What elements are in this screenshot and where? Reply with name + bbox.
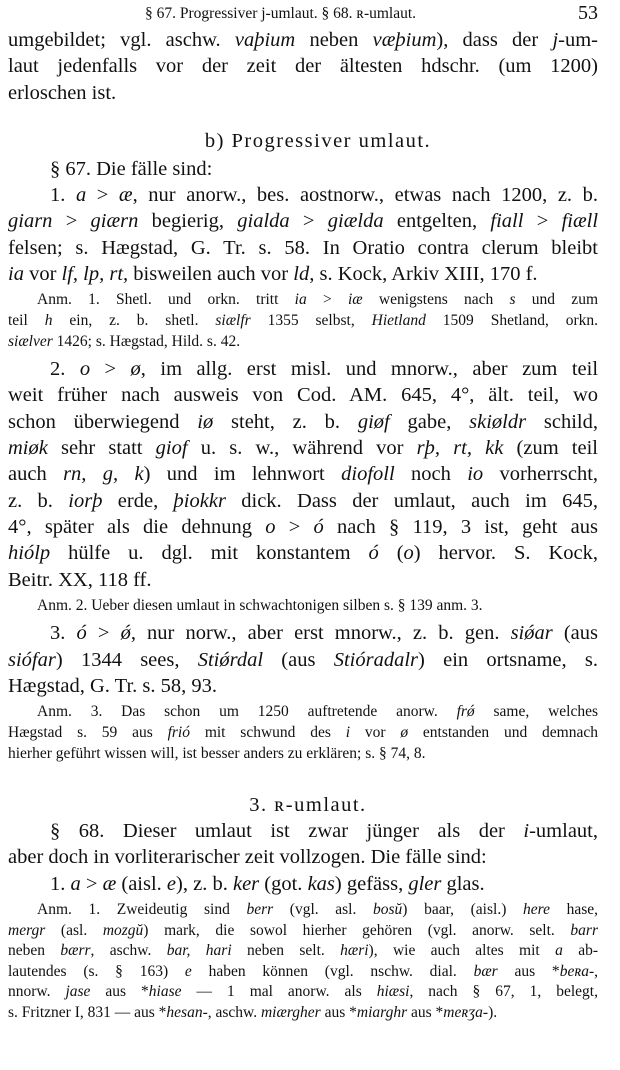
italic-text: beʀa- xyxy=(559,962,595,980)
text: hierher geführt wissen will, ist besser anders zu erklären; s. § 74, 8. xyxy=(8,744,426,762)
italic-text: i xyxy=(523,820,530,843)
text: entstanden und demnach xyxy=(408,723,598,741)
text-line xyxy=(8,921,598,942)
text: (aus xyxy=(263,648,334,671)
italic-text: here xyxy=(522,900,550,918)
italic-text: hæri xyxy=(340,942,369,960)
text-line xyxy=(8,311,598,332)
italic-text: iæ xyxy=(347,291,363,309)
italic-text: o xyxy=(265,515,276,538)
italic-text: siófar xyxy=(8,648,56,671)
italic-text: ø xyxy=(130,358,141,381)
text: ), z. b. xyxy=(176,872,233,895)
text-line xyxy=(8,261,598,287)
text: vorherrscht, xyxy=(483,463,599,486)
text: dick. Dass der umlaut, auch im 645, xyxy=(225,489,598,512)
text: mit schwund des xyxy=(190,723,346,741)
italic-text: iorþ xyxy=(68,489,103,512)
text: , xyxy=(594,962,598,980)
running-header xyxy=(8,3,598,25)
italic-text: bar, hari xyxy=(166,942,232,960)
italic-text: siǿar xyxy=(510,622,553,645)
italic-text: ó xyxy=(313,515,324,538)
text: ein, z. b. shetl. xyxy=(52,311,216,329)
text: Beitr. XX, 118 ff. xyxy=(8,568,152,591)
text: -umlaut, xyxy=(529,820,598,843)
text: > xyxy=(86,184,119,207)
text-line xyxy=(8,673,598,699)
italic-text: miarghr xyxy=(356,1003,408,1021)
text: > xyxy=(90,358,131,381)
text-line xyxy=(8,871,598,897)
text: ) 1344 sees, xyxy=(55,648,198,671)
text: § 67. Die fälle sind: xyxy=(50,157,213,180)
text: (aus xyxy=(552,622,599,645)
text: , nur norw., aber erst mnorw., z. b. gen. xyxy=(130,622,511,645)
paragraph xyxy=(8,156,598,182)
text-line xyxy=(8,596,598,617)
italic-text: ó xyxy=(76,622,87,645)
text: umgebildet; vgl. aschw. xyxy=(8,29,235,51)
annotation-paragraph xyxy=(8,702,598,764)
italic-text: hiólp xyxy=(8,542,51,565)
italic-text: ld, xyxy=(293,263,315,286)
text: 3. xyxy=(50,622,77,645)
text: ) hervor. S. Kock, xyxy=(413,542,598,565)
text: (aisl. xyxy=(116,872,167,895)
italic-text: miøk xyxy=(8,437,48,460)
italic-text: þiokkr xyxy=(173,489,226,512)
text: (got. xyxy=(259,872,308,895)
text: vor xyxy=(23,263,62,286)
italic-text: ǿ xyxy=(120,622,131,645)
text: aus * xyxy=(497,962,560,980)
text: Anm. 2. Ueber diesen umlaut in schwachtonigen silben s. § 139 anm. 3. xyxy=(37,596,483,614)
paragraph xyxy=(8,871,598,897)
italic-text: mergr xyxy=(8,921,46,939)
text: neben xyxy=(8,942,61,960)
text: (vgl. asl. xyxy=(273,900,373,918)
italic-text: hesan- xyxy=(166,1003,208,1021)
text-line xyxy=(8,332,598,353)
paragraph xyxy=(8,182,598,287)
text: — 1 mal anorw. als xyxy=(181,983,377,1001)
italic-text: giarn xyxy=(8,210,53,233)
italic-text: Stiǿrdal xyxy=(197,648,264,671)
text: aus * xyxy=(320,1003,357,1021)
text: noch xyxy=(394,463,468,486)
text: schild, xyxy=(526,410,598,433)
italic-text: jase xyxy=(65,983,91,1001)
italic-text: ø xyxy=(400,723,409,741)
text: Hægstad s. 59 aus xyxy=(8,723,168,741)
italic-text: iø xyxy=(197,410,214,433)
italic-text: fiall xyxy=(490,210,524,233)
annotation-paragraph xyxy=(8,596,598,617)
italic-text: Hietland xyxy=(371,311,426,329)
page-body xyxy=(8,27,598,1028)
text-line xyxy=(8,53,598,79)
text: (asl. xyxy=(45,921,103,939)
italic-text: meʀʒa- xyxy=(443,1003,489,1021)
italic-text: giærn xyxy=(90,210,139,233)
text: , aschw. xyxy=(207,1003,261,1021)
text: erde, xyxy=(102,489,174,512)
italic-text: hiæsi xyxy=(376,983,410,1001)
text: aber doch in vorliterarischer zeit vollzogen. Die fälle sind: xyxy=(8,846,487,869)
italic-text: kas xyxy=(307,872,335,895)
text-line xyxy=(8,182,598,208)
text-line xyxy=(8,941,598,962)
italic-text: rþ, rt, kk xyxy=(416,437,504,460)
text: ) gefäss, xyxy=(334,872,409,895)
text: Anm. 1. Zweideutig sind xyxy=(37,900,247,918)
italic-text: frǿ xyxy=(456,703,475,721)
text: same, welches xyxy=(474,703,598,721)
text: (zum teil xyxy=(503,437,598,460)
italic-text: a xyxy=(75,184,87,207)
italic-text: a xyxy=(70,872,81,895)
text: Anm. 3. Das schon um 1250 auftretende anorw. xyxy=(37,703,457,721)
text: ( xyxy=(378,542,404,565)
text: Anm. 1. Shetl. und orkn. tritt xyxy=(37,291,295,309)
text: hülfe u. dgl. mit konstantem xyxy=(50,542,369,565)
text: Hægstad, G. Tr. s. 58, 93. xyxy=(8,675,218,698)
text: > xyxy=(80,872,103,895)
italic-text: o xyxy=(403,542,414,565)
page-number: 53 xyxy=(578,2,598,24)
italic-text: væþium xyxy=(372,29,437,51)
italic-text: hiase xyxy=(148,983,182,1001)
italic-text: ker xyxy=(232,872,260,895)
text: 1. xyxy=(50,184,76,207)
text: z. b. xyxy=(8,489,69,512)
italic-text: Stióradalr xyxy=(333,648,419,671)
text-line xyxy=(8,962,598,983)
text-line xyxy=(8,567,598,593)
italic-text: frió xyxy=(167,723,190,741)
text: nnorw. xyxy=(8,983,66,1001)
italic-text: æ xyxy=(102,872,117,895)
italic-text: diofoll xyxy=(341,463,395,486)
paragraph xyxy=(8,356,598,593)
italic-text: berr xyxy=(246,900,274,918)
text: , nach § 67, 1, belegt, xyxy=(409,983,598,1001)
text: ). xyxy=(488,1003,498,1021)
italic-text: giælda xyxy=(327,210,384,233)
italic-text: h xyxy=(44,311,53,329)
text: > xyxy=(52,210,91,233)
text: u. s. w., während vor xyxy=(187,437,417,460)
text: laut jedenfalls vor der zeit der ältesten hdschr. (um 1200) xyxy=(8,55,598,78)
text: erloschen ist. xyxy=(8,81,117,104)
text: vor xyxy=(350,723,401,741)
text-line xyxy=(8,80,598,106)
italic-text: gialda xyxy=(237,210,290,233)
text: > xyxy=(523,210,562,233)
text: aus * xyxy=(407,1003,444,1021)
italic-text: a xyxy=(555,942,563,960)
text: ) mark, die sowol hierher gehören (vgl. anorw. selt. xyxy=(143,921,571,939)
text-line xyxy=(8,620,598,646)
text: 1426; s. Hægstad, Hild. s. 42. xyxy=(52,332,241,350)
italic-text: ó xyxy=(368,542,379,565)
text: auch xyxy=(8,463,64,486)
italic-text: e xyxy=(166,872,177,895)
italic-text: mozgŭ xyxy=(102,921,144,939)
text: nach § 119, 3 ist, geht aus xyxy=(323,515,599,538)
text: 1509 Shetland, orkn. xyxy=(425,311,599,329)
text: 2. xyxy=(50,358,80,381)
paragraph xyxy=(8,620,598,699)
text: s. Fritzner I, 831 — aus * xyxy=(8,1003,167,1021)
text-line xyxy=(8,844,598,870)
text: wenigstens nach xyxy=(362,291,510,309)
italic-text: barr xyxy=(570,921,598,939)
text: , nur anorw., bes. aostnorw., etwas nach 1200, z. b. xyxy=(132,184,598,207)
annotation-paragraph xyxy=(8,290,598,352)
text-line xyxy=(8,382,598,408)
italic-text: bærr xyxy=(60,942,91,960)
text: ) ein ortsname, s. xyxy=(418,648,599,671)
italic-text: fiæll xyxy=(561,210,599,233)
text: und zum xyxy=(515,291,598,309)
italic-text: ia xyxy=(8,263,24,286)
paragraph xyxy=(8,818,598,871)
text: haben können (vgl. nschw. dial. xyxy=(191,962,474,980)
italic-text: giøf xyxy=(357,410,390,433)
text: ), dass der xyxy=(436,29,553,51)
text-line xyxy=(8,723,598,744)
text-line xyxy=(8,409,598,435)
text-line xyxy=(8,818,598,844)
text: s. Kock, Arkiv XIII, 170 f. xyxy=(314,263,538,286)
text: > xyxy=(289,210,328,233)
text: ), wie auch altes mit xyxy=(368,942,556,960)
italic-text: ia xyxy=(294,291,307,309)
text: § 68. Dieser umlaut ist zwar jünger als der xyxy=(50,820,524,843)
text: neben xyxy=(295,29,373,51)
italic-text: s xyxy=(509,291,516,309)
text: entgelten, xyxy=(383,210,491,233)
text-line xyxy=(8,744,598,765)
text: -um- xyxy=(558,29,598,51)
text-line xyxy=(8,982,598,1003)
italic-text: j xyxy=(552,29,559,51)
italic-text: bosŭ xyxy=(372,900,403,918)
text-line xyxy=(8,27,598,53)
text: felsen; s. Hægstad, G. Tr. s. 58. In Oratio contra clerum bleibt xyxy=(8,236,598,259)
paragraph xyxy=(8,27,598,106)
text: ) baar, (aisl.) xyxy=(402,900,523,918)
text: hase, xyxy=(549,900,598,918)
text: sehr statt xyxy=(47,437,156,460)
text: bisweilen auch vor xyxy=(128,263,294,286)
running-title: § 67. Progressiver j-umlaut. § 68. ʀ-umlaut. xyxy=(145,5,417,22)
italic-text: e xyxy=(184,962,192,980)
italic-text: skiøldr xyxy=(469,410,527,433)
text: lautendes (s. § 163) xyxy=(8,962,185,980)
text: ) und im lehnwort xyxy=(143,463,342,486)
text-line xyxy=(8,488,598,514)
text-line xyxy=(8,156,598,182)
italic-text: bær xyxy=(473,962,498,980)
text: teil xyxy=(8,311,45,329)
text-line xyxy=(8,356,598,382)
text: begierig, xyxy=(138,210,238,233)
text-line xyxy=(8,702,598,723)
text: > xyxy=(86,622,121,645)
text-line xyxy=(8,435,598,461)
text: , aschw. xyxy=(90,942,167,960)
text-line xyxy=(8,208,598,234)
italic-text: æ xyxy=(118,184,133,207)
section-heading: b) Progressiver umlaut. xyxy=(204,129,432,152)
annotation-paragraph xyxy=(8,900,598,1024)
text: > xyxy=(306,291,348,309)
text: glas. xyxy=(441,872,485,895)
section-heading: 3. ʀ-umlaut. xyxy=(249,794,367,817)
text: 1. xyxy=(50,872,71,895)
text-line xyxy=(8,235,598,261)
italic-text: siælver xyxy=(8,332,53,350)
text-line xyxy=(8,290,598,311)
italic-text: giof xyxy=(155,437,188,460)
italic-text: io xyxy=(467,463,484,486)
italic-text: siælfr xyxy=(215,311,251,329)
text: > xyxy=(275,515,314,538)
text: weit früher nach ausweis von Cod. AM. 645, 4°, ält. teil, wo xyxy=(8,384,598,407)
text: gabe, xyxy=(389,410,470,433)
italic-text: lf, lp, rt, xyxy=(61,263,129,286)
text: 4°, später als die dehnung xyxy=(8,515,266,538)
text-line xyxy=(8,647,598,673)
text-line xyxy=(8,461,598,487)
text: neben selt. xyxy=(231,942,341,960)
text: ab- xyxy=(562,942,598,960)
text-line xyxy=(8,540,598,566)
italic-text: rn, g, k xyxy=(63,463,144,486)
text-line xyxy=(8,1003,598,1024)
italic-text: gler xyxy=(408,872,442,895)
text: schon überwiegend xyxy=(8,410,198,433)
italic-text: i xyxy=(345,723,351,741)
italic-text: miærgher xyxy=(260,1003,321,1021)
text-line xyxy=(8,514,598,540)
text: aus * xyxy=(90,983,149,1001)
text: 1355 selbst, xyxy=(250,311,372,329)
text-line xyxy=(8,900,598,921)
italic-text: o xyxy=(79,358,91,381)
italic-text: vaþium xyxy=(234,29,296,51)
text: steht, z. b. xyxy=(213,410,358,433)
text: , im allg. erst misl. und mnorw., aber zum teil xyxy=(140,358,599,381)
